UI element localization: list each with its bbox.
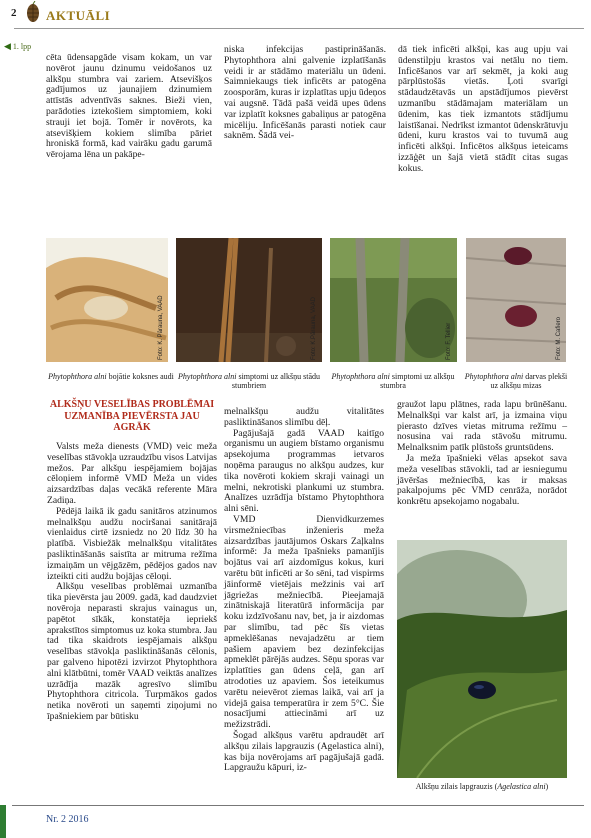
photo-credit: Foto: K.Pārauna, VAAD (311, 297, 317, 360)
photo-credit: Foto: F. Tellier (446, 322, 452, 360)
photo-credit: Foto: M. Cafiero (556, 316, 562, 360)
page-number: 2 (11, 7, 17, 19)
photo-alder-trunk (330, 238, 457, 362)
lower-column-2 (224, 407, 384, 774)
photo-caption: Phytophthora alni darvas plekši uz alkšņu mizas (464, 372, 568, 390)
issue-number: Nr. 2 2016 (46, 814, 89, 825)
photo-damaged-wood (46, 238, 168, 362)
paragraph: graužot lapu plātnes, rada lapu brūnēšanu. Melnalkšņi var kalst arī, ja izmaina viņu pierasto dzīves vietas mitruma režīmu – nosusina vai rada stāvošu mitrumu. Melnalksnim patīk plūstošs gruntsūdens. (397, 399, 567, 454)
photo-caption: Phytophthora alni simptomi uz alkšņu stādu stumbriem (178, 372, 321, 390)
paragraph: Ja meža īpašnieki vēlas apsekot sava meža veselības stāvokli, tad ar iesniegumu jāvēršas mežniecībā, kas ir maksas pakalpojums pēc VMD cenrāža, norādot konkrētu apsekojamo nogabalu. (397, 452, 567, 508)
top-column-3 (398, 45, 568, 175)
paragraph: Šogad alkšņus varētu apdraudēt arī alkšņu zilais lapgrauzis (Agelastica alni), kas bija novērojams arī pagājušajā gadā. Lapgraužu kāpuri, iz- (224, 729, 384, 774)
photo-alder-leaf-beetle (397, 540, 567, 778)
footer-divider (12, 805, 584, 806)
paragraph: Pagājušajā gadā VAAD kaitīgo organismu un augiem bīstamo organismu apsekojuma programmas ietvaros noņēma paraugus no alkšņu audzes, kur tika novēroti kokiem skraji vainagi un melni, nekrotiski plankumi uz stumbra. Analīzes uzrādīja bīstamo Phytophthora alni sēni. (224, 427, 384, 515)
photo-caption: Alkšņu zilais lapgrauzis (Agelastica alni) (415, 782, 549, 791)
paragraph: Pēdējā laikā ik gadu sanitāros atzinumos melnalkšņu audžu nociršanai sanitārajā vienlaidus cirtē izsniedz no 20 līdz 30 ha platībā. Visbiežāk melnalkšņu vitalitātes pasliktināšanās saistīta ar mitruma režīma izmaiņām un vējgāzēm, pēdējos gados nav izteikti citi audžu bojājas cēloņi. (47, 505, 217, 582)
photo-credit: Foto: K. Pārauna, VAAD (158, 295, 164, 360)
photo-caption: Phytophthora alni bojātie koksnes audi (48, 372, 174, 381)
photo-bark-stains (466, 238, 566, 362)
paragraph: niska infekcijas pastiprināšanās. Phytophthora alni galvenie izplatīšanās veidi ir ar stādāmo materiālu un ūdeni. Saimniekaugs tiek inficēts ar patogēna zoosporām, kuras ir izplatītas upju ūdeņos vai augsnē. Tādā pašā veidā upes ūdens var izplatīt koksnes gabaliņus ar patogēna micēliju. Inficēšanās parasti notiek caur saknēm. Šādā vei- (224, 44, 386, 142)
lower-column-3 (397, 400, 567, 508)
photo-seedling-stems (176, 238, 322, 362)
paragraph: melnalkšņu audžu vitalitātes pasliktināšanos slimību dēļ. (224, 406, 384, 428)
article-title: ALKŠŅU VESELĪBAS PROBLĒMAI UZMANĪBA PIEVĒRSTA JAU AGRĀK (49, 399, 215, 433)
paragraph: Alkšņu veselības problēmai uzmanība tika pievērsta jau 2009. gadā, kad daudzviet novēroja neparasti skrajus vainagus un, papētot sīkāk, konstatēja iepriekš aprakstītos simptomus uz koka stumbra. Jau tad tika skaidrots iespējamais alkšņu veselības stāvokļa pasliktināšanās cēlonis, par galveno hipotēzi izvirzot Phytophthora alni klātbūtni, tomēr VAAD veiktās analīzes uzrādīja mazāk agresīvo slimību Phytophthora citricola. Turpmākos gados netika novēroti un saņemti ziņojumi no īpašniekiem par būtisku (47, 581, 217, 722)
paragraph: cēta ūdensapgāde visam kokam, un var novērot jaunu dzinumu veidošanos uz alkšņu stumbra vai zariem. Atsevišķos gadījumos uz jaunajiem dzinumiem attīstās adventīvās saknes. Bieži vien, parādoties iztekošiem simptomiem, koki strauji iet bojā. Tomēr ir novērots, ka atsevišķiem kokiem slimība pāriet hroniskā formā, kad vairāku gadu garumā vērojama lēna un pakāpe- (46, 52, 212, 161)
section-title: AKTUĀLI (46, 8, 111, 23)
back-page-label: 1. lpp (12, 42, 32, 51)
pine-cone-icon (24, 1, 42, 23)
decorative-corner (0, 805, 6, 838)
top-column-2 (224, 45, 386, 142)
paragraph: Valsts meža dienests (VMD) veic meža veselības stāvokļa uzraudzību visos Latvijas mežos. Par alkšņu iespējamiem bojājas cēloņiem informē VMD Meža un vides aizsardzības daļas vecākā referente Māra Zadiņa. (47, 441, 217, 506)
paragraph: VMD Dienvidkurzemes virsmežniecības inženieris meža aizsardzības jautājumos Oskars Zaļkalns informē: Ja meža īpašnieks pamanījis bojātus vai arī aizdomīgus kokus, kuri varētu būt inficēti ar šo sēni, tad vispirms jāinformē vietējais mežzinis vai arī jāgriežas mežniecībā. Pieejamajā zinātniskajā literatūrā informācija par koku izdzīvošanu nav, bet, ja ir aizdomas par slimību, tad pēc šīs vietas apmeklēšanas nevajadzētu ar tiem pašiem apaviem bez dezinfekcijas apmeklēt pārējās audzes. Sēņu sporas var izplatīties gan ūdens ceļā, gan arī atrodoties uz apaviem. Šos ieteikumus varētu neievērot ziemas laikā, vai arī ja videjā gaisa temperatūra ir zem 5°C. Šie nosacījumi attiecināmi arī uz mežizstrādi. (224, 513, 384, 731)
back-page-link[interactable] (4, 41, 31, 52)
top-column-1 (46, 53, 212, 161)
page-header (0, 0, 591, 51)
lower-column-1 (47, 442, 217, 723)
paragraph: dā tiek inficēti alkšņi, kas aug upju vai ūdenstilpju krastos vai netālu no tiem. Inficēšanos var arī sekmēt, ja koki aug pārplūstošās vietās. Ļoti svarīgi stādaudzētavās un apstādījumos pievērst uzmanību stādāmajam materiālam un ūdenim, kas tiek izmantots stādījumu laistīšanai. Nedrīkst izmantot ūdenskrātuvju ūdeni, kuru krastos vai to tuvumā aug inficēti alkšņi. Inficētos alkšņus ieteicams izzāģēt un šajā vietā stādīt citas sugas kokus. (398, 44, 568, 174)
arrow-left-icon: ◀ (4, 41, 11, 51)
header-divider (14, 28, 584, 29)
photo-caption: Phytophthora alni simptomi uz alkšņu stumbra (331, 372, 455, 390)
